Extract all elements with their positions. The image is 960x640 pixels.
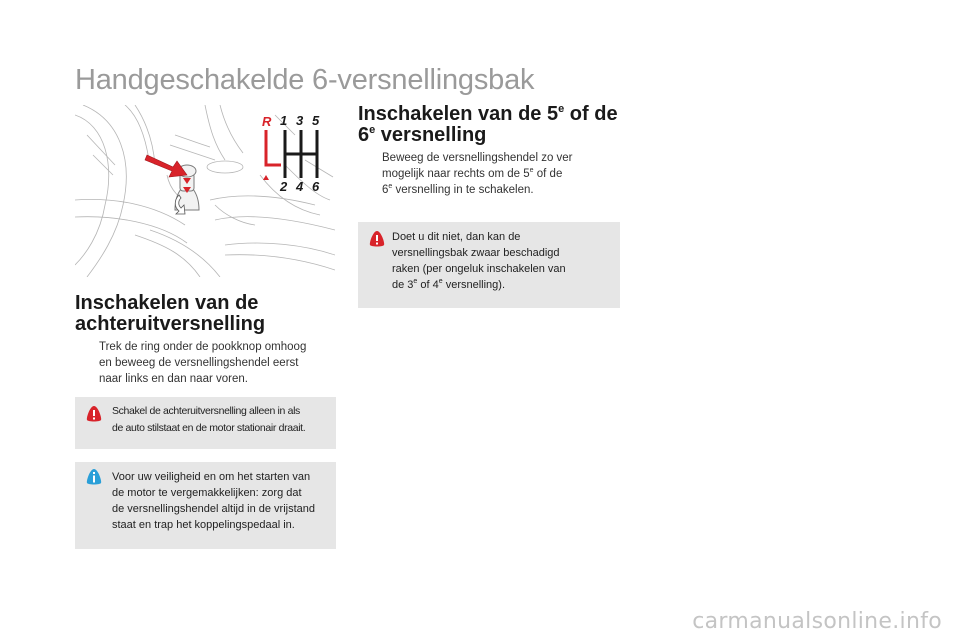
gearshift-drawing [75, 105, 335, 277]
gear-pattern-diagram [262, 113, 320, 194]
gear-label-4: 4 [296, 179, 304, 194]
safety-info-box: Voor uw veiligheid en om het starten van de motor te vergemakkelijken: zorg dat de versnellingshendel altijd in de vrijstand staat en trap het koppelingspedaal in. [75, 462, 336, 549]
info-icon [85, 468, 103, 486]
reverse-instruction: Trek de ring onder de pookknop omhoog en beweeg de versnellingshendel eerst naar links en dan naar voren. [99, 341, 307, 385]
reverse-warning-box: Schakel de achteruitversnelling alleen in als de auto stilstaat en de motor stationair draait. [75, 397, 336, 449]
warning-icon [85, 405, 103, 423]
gear-label-1: 1 [280, 113, 288, 128]
gear-label-3: 3 [296, 113, 304, 128]
fifth-sixth-instruction: Beweeg de versnellingshendel zo ver mogelijk naar rechts om de 5e of de 6e versnelling in te schakelen. [382, 152, 573, 196]
gear-label-reverse: R [262, 114, 272, 129]
fifth-sixth-warning-box: Doet u dit niet, dan kan de versnellingsbak zwaar beschadigd raken (per ongeluk inschakelen van de 3e of 4e versnelling). [358, 222, 620, 308]
fifth-sixth-heading: Inschakelen van de 5e of de 6e versnelling [358, 103, 618, 146]
reverse-heading: Inschakelen van de achteruitversnelling [75, 292, 266, 335]
gear-label-2: 2 [280, 179, 288, 194]
page-title: Handgeschakelde 6-versnellingsbak [75, 64, 535, 96]
gearshift-illustration [75, 105, 335, 277]
watermark: carmanualsonline.info [692, 609, 942, 634]
gear-label-5: 5 [312, 113, 320, 128]
warning-icon [368, 230, 386, 248]
gear-label-6: 6 [312, 179, 320, 194]
